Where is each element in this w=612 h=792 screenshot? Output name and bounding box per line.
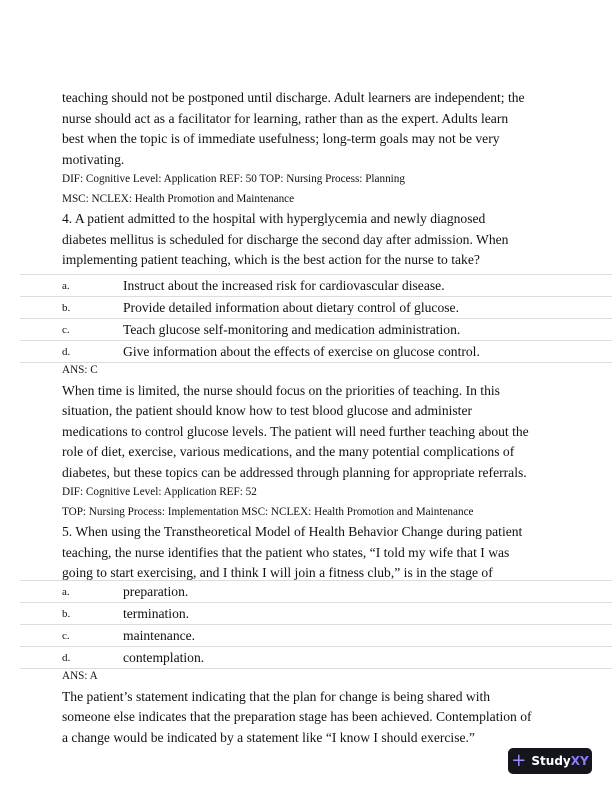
option-b — [20, 296, 612, 318]
brand-text: Study — [531, 754, 571, 768]
question-stem: going to start exercising, and I think I will join a fitness club,” is in the stage of — [62, 565, 493, 580]
plus-icon: + — [511, 750, 527, 771]
question-stem: 4. A patient admitted to the hospital with hyperglycemia and newly diagnosed — [62, 211, 486, 226]
answer: ANS: A — [62, 670, 98, 682]
text-line: a change would be indicated by a statement like “I know I should exercise.” — [62, 729, 475, 745]
question-stem: implementing patient teaching, which is the best action for the nurse to take? — [62, 252, 480, 267]
text-line: role of diet, exercise, various medications, and the many potential complications of — [62, 444, 515, 459]
text-line: someone else indicates that the preparation stage has been achieved. Contemplation of — [62, 709, 532, 724]
studyxy-badge[interactable] — [508, 748, 592, 774]
option-text: termination. — [123, 605, 190, 621]
option-text: maintenance. — [123, 627, 196, 643]
option-c — [20, 624, 612, 646]
option-text: contemplation. — [123, 649, 205, 665]
option-text: Teach glucose self-monitoring and medication administration. — [123, 321, 461, 337]
option-b — [20, 602, 612, 624]
option-a — [20, 274, 612, 296]
meta-line: MSC: NCLEX: Health Promotion and Maintenance — [62, 192, 295, 205]
question-stem: diabetes mellitus is scheduled for discharge the second day after admission. When — [62, 231, 509, 247]
option-a — [20, 580, 612, 602]
text-line: nurse should act as a facilitator for learning, rather than as the expert. Adults learn — [62, 110, 509, 126]
option-text: preparation. — [123, 583, 189, 599]
option-letter: c. — [62, 629, 70, 642]
option-letter: d. — [62, 651, 71, 664]
option-letter: d. — [62, 345, 71, 358]
option-letter: a. — [62, 279, 70, 292]
option-letter: a. — [62, 585, 70, 598]
answer: ANS: C — [62, 364, 98, 376]
meta-line: DIF: Cognitive Level: Application REF: 52 — [62, 486, 257, 498]
text-line: The patient’s statement indicating that the plan for change is being shared with — [62, 688, 491, 704]
text-line: diabetes, but these topics can be addressed through planning for appropriate referrals. — [62, 464, 527, 480]
brand-name — [531, 754, 588, 768]
question-stem: 5. When using the Transtheoretical Model of Health Behavior Change during patient — [62, 524, 523, 539]
option-c — [20, 318, 612, 340]
text-line: best when the topic is of immediate usefulness; long-term goals may not be very — [62, 131, 500, 146]
meta-line: DIF: Cognitive Level: Application REF: 50 TOP: Nursing Process: Planning — [62, 173, 405, 185]
option-text: Provide detailed information about dietary control of glucose. — [123, 299, 459, 315]
option-letter: b. — [62, 301, 71, 314]
question-stem: teaching, the nurse identifies that the patient who states, “I told my wife that I was — [62, 544, 510, 560]
option-letter: b. — [62, 607, 71, 620]
text-line: When time is limited, the nurse should focus on the priorities of teaching. In this — [62, 382, 500, 398]
option-text: Give information about the effects of exercise on glucose control. — [123, 343, 480, 359]
option-d — [20, 646, 612, 669]
text-line: teaching should not be postponed until discharge. Adult learners are independent; the — [62, 90, 525, 105]
q4-answer-block — [62, 361, 602, 584]
intro-rationale — [62, 88, 602, 271]
q4-options — [20, 274, 612, 363]
option-d — [20, 340, 612, 363]
q5-answer-block — [62, 667, 602, 748]
meta-line: TOP: Nursing Process: Implementation MSC: NCLEX: Health Promotion and Maintenance — [62, 505, 474, 518]
brand-accent: XY — [570, 754, 589, 768]
text-line: motivating. — [62, 151, 125, 167]
text-line: medications to control glucose levels. The patient will need further teaching about the — [62, 423, 529, 439]
option-text: Instruct about the increased risk for cardiovascular disease. — [123, 277, 445, 293]
text-line: situation, the patient should know how to test blood glucose and administer — [62, 403, 473, 418]
option-letter: c. — [62, 323, 70, 336]
q5-options — [20, 580, 612, 669]
